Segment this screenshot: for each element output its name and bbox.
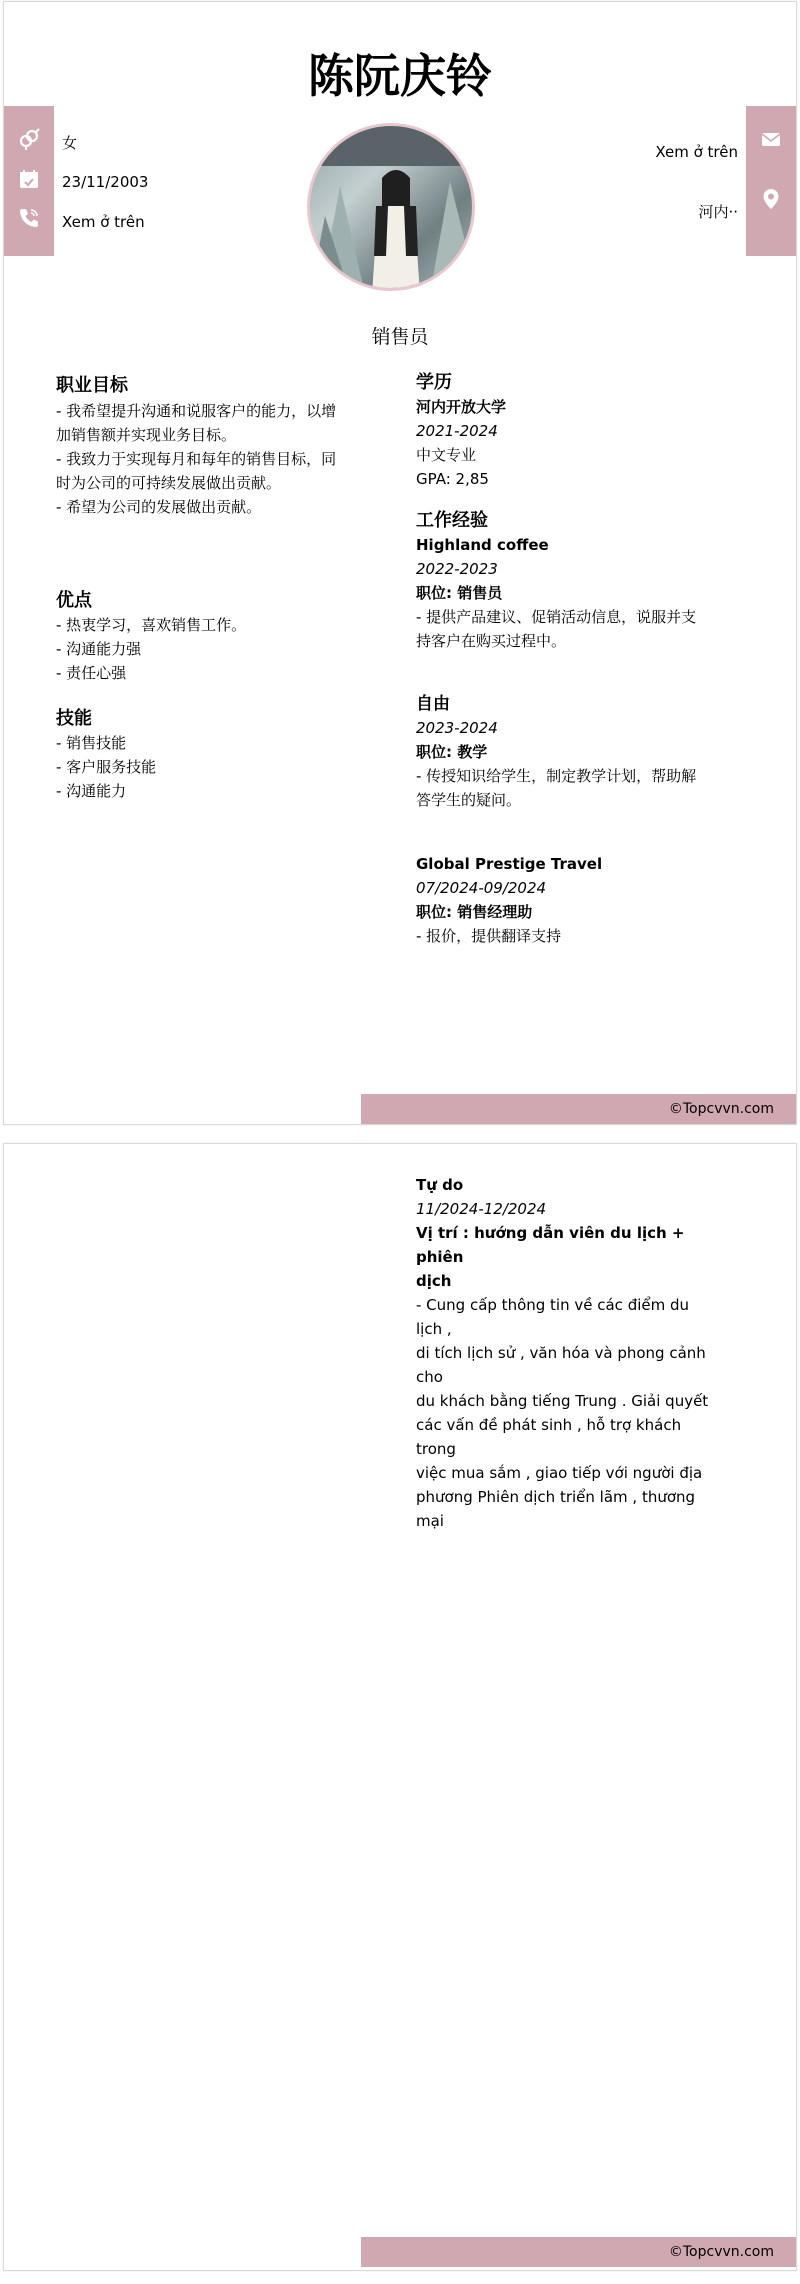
objective-title: 职业目标	[56, 375, 128, 396]
job-desc-line: - 报价，提供翻译支持	[416, 927, 562, 945]
resume-page-2	[3, 1143, 797, 2271]
mail-icon	[758, 126, 784, 152]
address-value: 河内··	[698, 203, 738, 221]
experience-item	[416, 1173, 718, 1533]
objective-line: - 我致力于实现每月和每年的销售目标，同	[56, 450, 337, 468]
job-position: 职位: 销售员	[416, 584, 503, 602]
footer-copyright: ©Topcvvn.com	[668, 1101, 774, 1117]
job-period: 2022-2023	[416, 560, 498, 578]
resume-page-1	[3, 1, 797, 1125]
gender-icon	[16, 126, 42, 152]
job-position: 职位: 销售经理助	[416, 903, 533, 921]
education-period: 2021-2024	[416, 422, 498, 440]
objective-text	[56, 399, 366, 519]
phone-value: Xem ở trên	[62, 213, 145, 231]
education-block	[416, 395, 726, 491]
strength-item: - 沟通能力强	[56, 640, 142, 658]
birthday-value: 23/11/2003	[62, 173, 149, 191]
job-desc-line: 持客户在购买过程中。	[416, 632, 567, 650]
job-position: Vị trí : hướng dẫn viên du lịch + phiên	[416, 1224, 685, 1266]
left-contact-bar	[4, 106, 54, 256]
school-name: 河内开放大学	[416, 398, 507, 416]
education-major: 中文专业	[416, 446, 477, 464]
objective-line: 加销售额并实现业务目标。	[56, 426, 237, 444]
strength-item: - 责任心强	[56, 664, 127, 682]
job-desc-line: - 提供产品建议、促销活动信息，说服并支	[416, 608, 697, 626]
company-name: Highland coffee	[416, 536, 549, 554]
calendar-icon	[16, 166, 42, 192]
objective-line: 时为公司的可持续发展做出贡献。	[56, 474, 282, 492]
strengths-text	[56, 613, 366, 685]
footer-bar	[361, 1094, 796, 1124]
candidate-name: 陈阮庆铃	[308, 49, 492, 103]
education-gpa: GPA: 2,85	[416, 470, 489, 488]
education-title: 学历	[416, 372, 452, 393]
gender-value: 女	[62, 134, 78, 152]
company-name: 自由	[416, 694, 450, 714]
email-value: Xem ở trên	[655, 143, 738, 161]
skills-text	[56, 731, 366, 803]
company-name: Global Prestige Travel	[416, 855, 603, 873]
job-desc-line: các vấn đề phát sinh , hỗ trợ khách trong	[416, 1416, 682, 1458]
experience-item	[416, 533, 726, 653]
experience-item	[416, 692, 726, 812]
skill-item: - 客户服务技能	[56, 758, 157, 776]
strengths-title: 优点	[56, 590, 92, 611]
location-pin-icon	[758, 186, 784, 212]
job-desc-line: di tích lịch sử , văn hóa và phong cảnh cho	[416, 1344, 706, 1386]
job-period: 11/2024-12/2024	[416, 1200, 547, 1218]
experience-title: 工作经验	[416, 510, 488, 531]
job-period: 2023-2024	[416, 719, 498, 737]
job-desc-line: việc mua sắm , giao tiếp với người địa	[416, 1464, 703, 1482]
job-position: 职位: 教学	[416, 743, 488, 761]
company-name: Tự do	[416, 1176, 464, 1194]
right-contact-bar	[746, 106, 796, 256]
job-desc-line: phương Phiên dịch triển lãm , thương mại	[416, 1488, 696, 1530]
job-period: 07/2024-09/2024	[416, 879, 547, 897]
job-position: dịch	[416, 1272, 452, 1290]
footer-bar	[361, 2237, 796, 2267]
skill-item: - 沟通能力	[56, 782, 127, 800]
objective-line: - 希望为公司的发展做出贡献。	[56, 498, 262, 516]
experience-item	[416, 852, 726, 948]
job-title: 销售员	[371, 326, 429, 348]
job-desc-line: - 传授知识给学生，制定教学计划，帮助解	[416, 767, 697, 785]
objective-line: - 我希望提升沟通和说服客户的能力，以增	[56, 402, 337, 420]
profile-photo	[307, 123, 475, 291]
job-desc-line: 答学生的疑问。	[416, 791, 522, 809]
strength-item: - 热衷学习，喜欢销售工作。	[56, 616, 247, 634]
skills-title: 技能	[56, 708, 92, 729]
phone-icon	[16, 205, 42, 231]
footer-copyright: ©Topcvvn.com	[668, 2244, 774, 2260]
skill-item: - 销售技能	[56, 734, 127, 752]
job-desc-line: - Cung cấp thông tin về các điểm du lịch ,	[416, 1296, 690, 1338]
job-desc-line: du khách bằng tiếng Trung . Giải quyết	[416, 1392, 709, 1410]
